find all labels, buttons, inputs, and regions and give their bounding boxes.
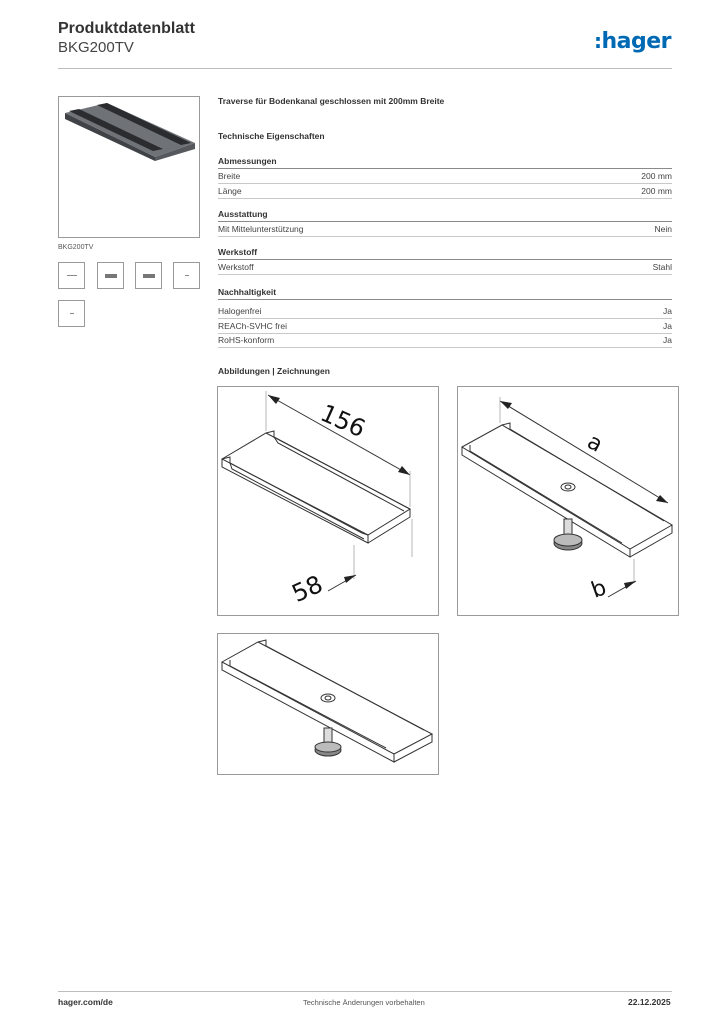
group-title-ausstattung: Ausstattung [218,209,672,222]
drawing-2-svg [458,387,678,615]
page-title: Produktdatenblatt [58,20,195,37]
spec-row [218,184,672,199]
spec-label: Länge [218,186,242,196]
drawings-heading: Abbildungen | Zeichnungen [218,366,330,376]
thumbnail-4[interactable] [173,262,200,289]
spec-value: Nein [654,224,672,234]
product-image[interactable] [58,96,200,238]
thumb-dot-icon [70,313,74,314]
spec-value: 200 mm [641,186,672,196]
group-title-werkstoff: Werkstoff [218,247,672,260]
thumbnail-2[interactable] [97,262,124,289]
spec-value: Ja [663,306,672,316]
tech-heading: Technische Eigenschaften [218,131,325,141]
dim-b-label: b [588,575,610,604]
thumbnail-1[interactable] [58,262,85,289]
image-caption: BKG200TV [58,244,94,251]
spec-value: 200 mm [641,171,672,181]
footer-date: 22.12.2025 [628,997,671,1007]
dim-length-label: 156 [316,398,370,444]
drawing-schematic[interactable] [457,386,679,616]
thumb-dash-icon [67,275,77,276]
spec-label: Halogenfrei [218,306,262,316]
hager-logo[interactable]: :hager [594,29,672,54]
spec-row [218,304,672,319]
spec-row [218,319,672,334]
group-title-abmessungen: Abmessungen [218,156,672,169]
spec-label: Mit Mittelunterstützung [218,224,304,234]
drawing-dimensions[interactable] [217,386,439,616]
spec-row [218,169,672,184]
thumb-dot-icon [185,275,189,276]
product-photo [59,97,199,237]
spec-value: Stahl [652,262,672,272]
header-divider [58,68,672,69]
dim-a-label: a [582,429,607,458]
thumbnail-3[interactable] [135,262,162,289]
drawing-3-svg [218,634,438,774]
thumb-bar-icon [105,274,117,278]
spec-value: Ja [663,335,672,345]
footer-website-link[interactable]: hager.com/de [58,997,113,1007]
spec-row [218,260,672,275]
spec-label: REACh-SVHC frei [218,321,287,331]
product-code: BKG200TV [58,39,134,56]
footer-divider [58,991,672,992]
spec-label: Breite [218,171,241,181]
group-title-nachhaltigkeit: Nachhaltigkeit [218,287,672,300]
spec-value: Ja [663,321,672,331]
spec-row [218,222,672,237]
logo-text: hager [601,29,672,54]
footer-disclaimer: Technische Änderungen vorbehalten [303,998,425,1007]
dim-height-label: 58 [287,569,327,609]
thumbnail-5[interactable] [58,300,85,327]
spec-row [218,333,672,348]
thumb-bar-icon [143,274,155,278]
spec-label: RoHS-konform [218,335,275,345]
spec-label: Werkstoff [218,262,254,272]
product-description: Traverse für Bodenkanal geschlossen mit 200mm Breite [218,96,445,106]
drawing-perspective[interactable] [217,633,439,775]
